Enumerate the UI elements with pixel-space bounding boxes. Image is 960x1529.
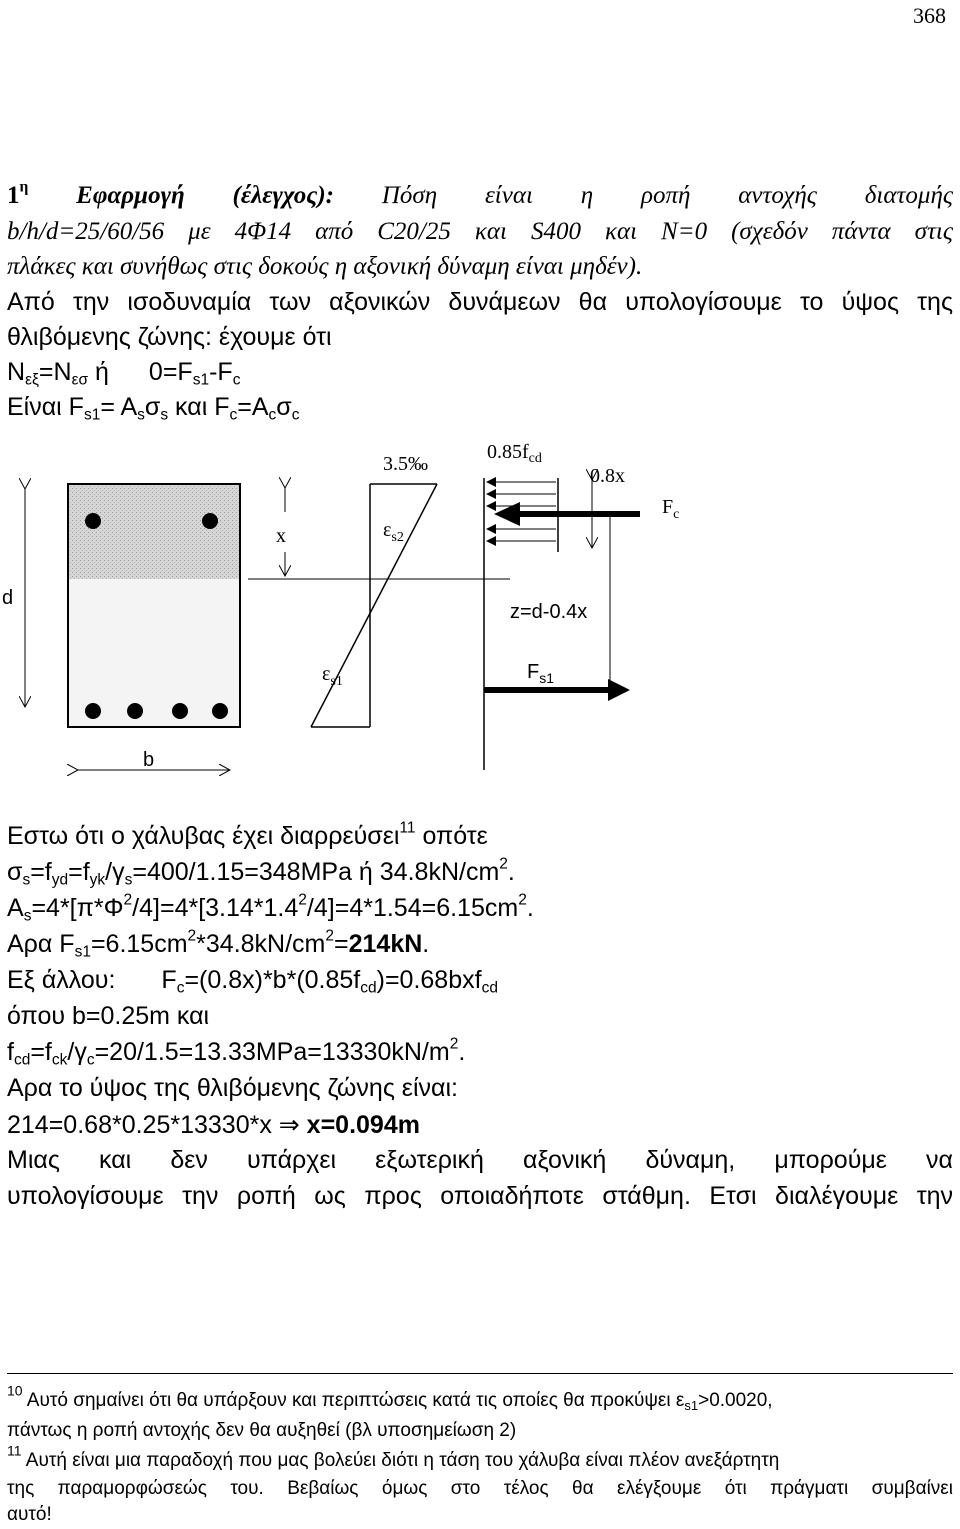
footnote-separator: [7, 1373, 953, 1374]
exercise-title: Εφαρμογή (έλεγχος):: [76, 182, 334, 209]
x-label: x: [276, 525, 286, 547]
d-label: d: [2, 587, 14, 609]
body-line-1: Εστω ότι ο χάλυβας έχει διαρρεύσει$^{11}$ οπότε: [7, 819, 488, 850]
fc-label: $F_c$: [662, 496, 680, 522]
footnote-11-line-2: της παραμορφώσεώς του. Βεβαίως όμως στο τέλος θα ελέγξουμε ότι πράγματι συμβαίνει: [7, 1478, 953, 1499]
body-line-6: όπου b=0.25m και: [7, 1002, 210, 1030]
force-definitions: Είναι $F_{s1}= A_s\sigma_s$ και $F_c=A_c\sigma_c$: [7, 393, 300, 424]
body-line-2: $\sigma_s=f_{yd}=f_{yk}/\gamma_s=400/1.15=348MPa$ ή $34.8kN/cm^2$.: [7, 855, 515, 889]
footnote-10-line-2: πάντως η ροπή αντοχής δεν θα αυξηθεί (βλ υποσημείωση 2): [7, 1420, 517, 1441]
stress-top-label: $0.85f_{cd}$: [487, 441, 542, 466]
cross-section-diagram: [0, 440, 960, 780]
exercise-heading: [7, 178, 953, 213]
body-line-4: Αρα $F_{s1}=6.15cm^2*34.8kN/cm^2=214kN$.: [7, 927, 430, 961]
exercise-number: $1^\eta$: [7, 178, 29, 209]
body-line-11: υπολογίσουμε την ροπή ως προς οποιαδήποτε στάθμη. Ετσι διαλέγουμε την: [7, 1182, 953, 1210]
exercise-question-1: Πόση είναι η ροπή αντοχής διατομής: [381, 182, 954, 209]
z-label: z=d-0.4x: [510, 601, 588, 623]
exercise-question-3: πλάκες και συνήθως στις δοκούς η αξονική δύναμη είναι μηδέν).: [7, 253, 643, 280]
fs1-label: $F_{s1}$: [527, 661, 555, 686]
equilibrium-equation: $N_{\varepsilon\xi}=N_{\varepsilon\sigma}$ ή $0=F_{s1}-F_c$: [7, 358, 241, 389]
page-number: 368: [913, 3, 946, 28]
fs1-arrow: [484, 679, 630, 701]
body-line-8: Αρα το ύψος της θλιβόμενης ζώνης είναι:: [7, 1074, 458, 1102]
body-line-5: Εξ άλλου: $F_c=(0.8x)*b*(0.85f_{cd})=0.68bxf_{cd}$: [7, 966, 498, 997]
strain-diagram: [311, 484, 437, 727]
footnote-10: $^{10}$ Αυτό σημαίνει ότι θα υπάρξουν και περιπτώσεις κατά τις οποίες θα προκύψει $\varepsilon_{s1}>0.0020$,: [7, 1382, 773, 1413]
intro-line-1: Από την ισοδυναμία των αξονικών δυνάμεων θα υπολογίσουμε το ύψος της: [7, 288, 953, 316]
es2-label: $\varepsilon_{s2}$: [383, 519, 404, 545]
body-line-3: $A_s=4*[\pi*\Phi^2/4]=4*[3.14*1.4^2/4]=4*1.54=6.15cm^2$.: [7, 891, 534, 925]
footnote-11-line-3: αυτό!: [7, 1504, 52, 1525]
stress-block: [484, 478, 558, 770]
b-label: b: [143, 749, 155, 771]
intro-line-2: θλιβόμενης ζώνης: έχουμε ότι: [7, 323, 332, 351]
block-depth-label: 0.8x: [590, 465, 625, 487]
body-line-7: $f_{cd}=f_{ck}/\gamma_c=20/1.5=13.33MPa=13330kN/m^2$.: [7, 1035, 466, 1069]
body-line-9: 214=0.68*0.25*13330*x ⇒ x=0.094m: [7, 1110, 420, 1139]
body-line-10: Μιας και δεν υπάρχει εξωτερική αξονική δύναμη, μπορούμε να: [7, 1146, 953, 1174]
fc-arrow: [494, 502, 640, 526]
strain-top-label: 3.5‰: [383, 453, 428, 475]
es1-label: $\varepsilon_{s1}$: [322, 663, 343, 689]
footnote-11: $^{11}$ Αυτή είναι μια παραδοχή που μας βολεύει διότι η τάση του χάλυβα είναι πλέον ανεξάρτητη: [7, 1442, 780, 1471]
exercise-question-2: b/h/d=25/60/56 με 4Φ14 από C20/25 και S400 και Ν=0 (σχεδόν πάντα στις: [7, 218, 953, 245]
